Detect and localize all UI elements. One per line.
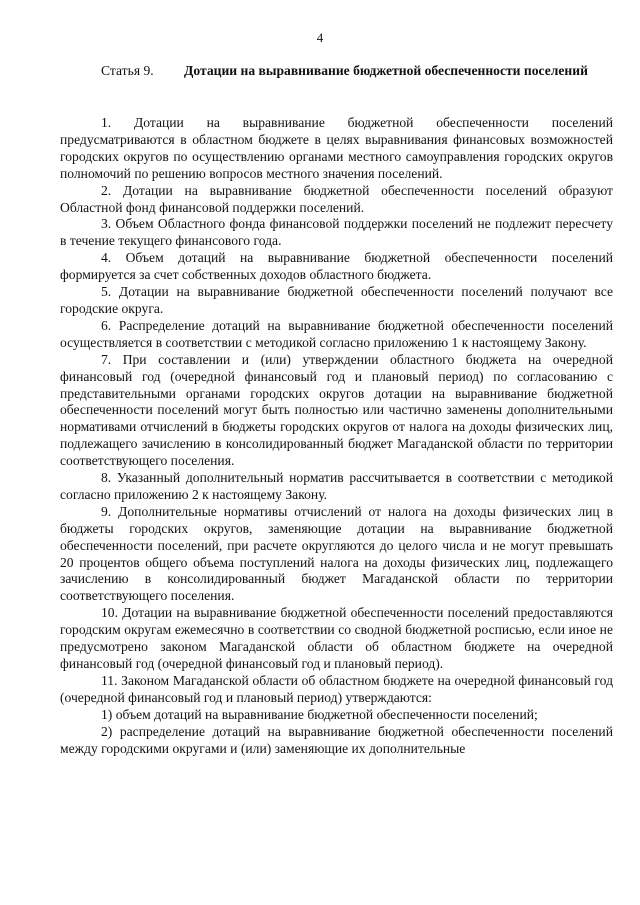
article-title: Дотации на выравнивание бюджетной обеспеченности поселений — [184, 63, 588, 78]
document-body — [60, 115, 613, 757]
paragraph-1: 1. Дотации на выравнивание бюджетной обеспеченности поселений предусматриваются в областном бюджете в целях выравнивания финансовых возможностей городских округов по осуществлению органами местного самоуправления городских округов полномочий по решению вопросов местного значения поселений. — [60, 115, 613, 181]
page-number: 4 — [316, 30, 324, 45]
paragraph-8: 8. Указанный дополнительный норматив рассчитывается в соответствии с методикой согласно приложению 2 к настоящему Закону. — [60, 470, 613, 502]
paragraph-10: 10. Дотации на выравнивание бюджетной обеспеченности поселений предоставляются городским округам ежемесячно в соответствии со сводной бюджетной росписью, если иное не предусмотрено законом Магаданской области об областном бюджете на очередной финансовый год (очередной финансовый год и плановый период). — [60, 605, 613, 671]
paragraph-9: 9. Дополнительные нормативы отчислений от налога на доходы физических лиц в бюджеты городских округов, заменяющие дотации на выравнивание бюджетной обеспеченности поселений, при расчете округляются до целого числа и не могут превышать 20 процентов общего объема поступлений налога на доходы физических лиц, подлежащего зачислению в консолидированный бюджет Магаданской области по территории соответствующего поселения. — [60, 503, 613, 604]
paragraph-6: 6. Распределение дотаций на выравнивание бюджетной обеспеченности поселений осуществляется в соответствии с методикой согласно приложению 1 к настоящему Закону. — [60, 317, 613, 350]
article-label: Статья 9. — [101, 63, 154, 78]
paragraph-2: 2. Дотации на выравнивание бюджетной обеспеченности поселений образуют Областной фонд финансовой поддержки поселений. — [60, 182, 613, 215]
paragraph-11: 11. Законом Магаданской области об областном бюджете на очередной финансовый год (очередной финансовый год и плановый период) утверждаются: — [60, 672, 613, 705]
article-heading — [101, 63, 613, 80]
paragraph-7: 7. При составлении и (или) утверждении областного бюджета на очередной финансовый год (очередной финансовый год и плановый период) по согласованию с представительными органами городских округов дотации на выравнивание бюджетной обеспеченности поселений могут быть полностью или частично заменены дополнительными нормативами отчислений в бюджеты городских округов от налога на доходы физических лиц, подлежащего зачислению в консолидированный бюджет Магаданской области по территории соответствующего поселения. — [60, 351, 613, 469]
paragraph-5: 5. Дотации на выравнивание бюджетной обеспеченности поселений получают все городские округа. — [60, 284, 613, 316]
subitem-2: 2) распределение дотаций на выравнивание бюджетной обеспеченности поселений между городскими округами и (или) заменяющие их дополнительные — [60, 723, 613, 756]
paragraph-4: 4. Объем дотаций на выравнивание бюджетной обеспеченности поселений формируется за счет собственных доходов областного бюджета. — [60, 250, 613, 283]
paragraph-3: 3. Объем Областного фонда финансовой поддержки поселений не подлежит пересчету в течение текущего финансового года. — [60, 216, 613, 249]
subitem-1: 1) объем дотаций на выравнивание бюджетной обеспеченности поселений; — [101, 706, 538, 722]
